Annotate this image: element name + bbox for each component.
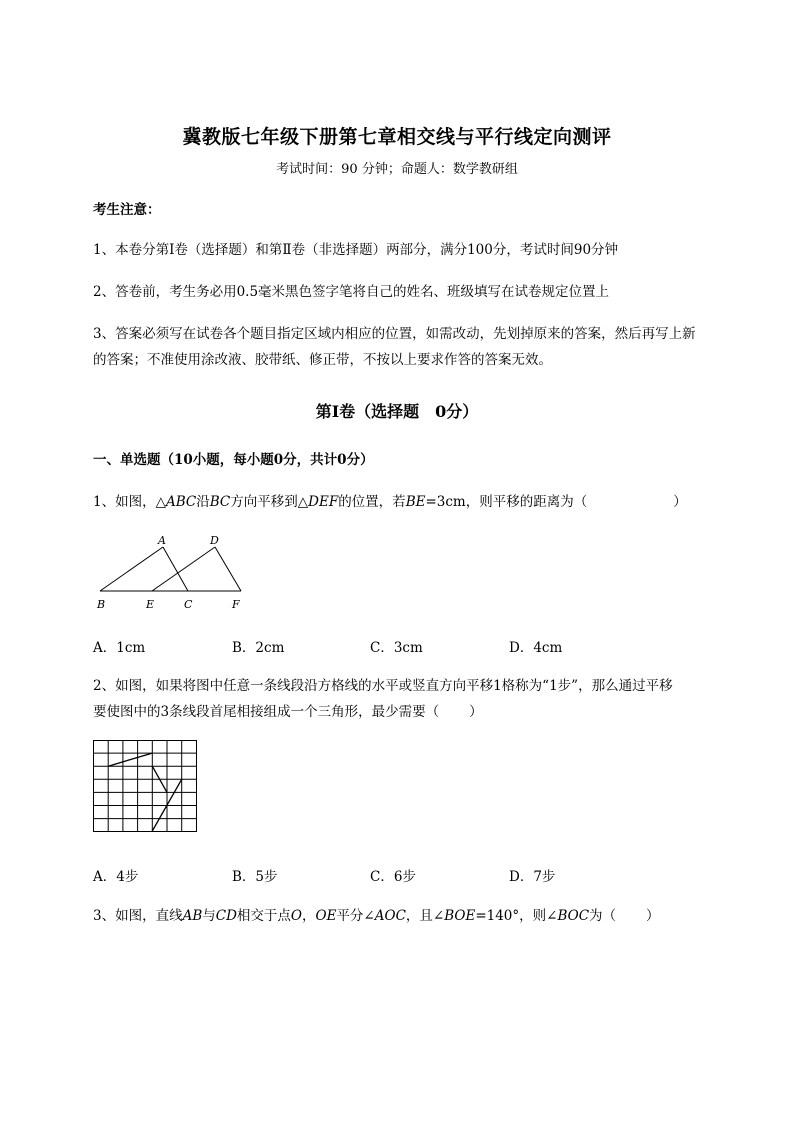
question-2-option-d[interactable]: D．7步 [509, 869, 556, 885]
label-b: B [97, 598, 106, 611]
segment-df [215, 547, 241, 591]
notice-item-1: 1、本卷分第I卷（选择题）和第Ⅱ卷（非选择题）两部分，满分100分，考试时间90分钟 [93, 242, 619, 258]
question-2-text-line2: 要使图中的3条线段首尾相接组成一个三角形，最少需要（ ） [93, 704, 483, 720]
question-2-grid-figure [93, 740, 199, 834]
label-f: F [232, 598, 240, 611]
exam-subtitle: 考试时间：90 分钟；命题人：数学教研组 [276, 162, 518, 177]
grid-lines [93, 740, 197, 832]
section-title: 第I卷（选择题 0分） [315, 402, 479, 421]
segment-ba [100, 547, 163, 591]
notice-item-3: 3、答案必须写在试卷各个题目指定区域内相应的位置，如需改动，先划掉原来的答案，然后再写上新 [93, 326, 696, 342]
question-2-option-b[interactable]: B．5步 [232, 869, 278, 885]
notice-item-3-continued: 的答案；不准使用涂改液、胶带纸、修正带，不按以上要求作答的答案无效。 [93, 352, 552, 368]
segment-ed [152, 547, 215, 591]
question-2-option-c[interactable]: C．6步 [370, 869, 416, 885]
part-heading: 一、单选题（10小题，每小题0分，共计0分） [93, 452, 374, 468]
question-1-text: 1、如图，△ABC沿BC方向平移到△DEF的位置，若BE=3cm，则平移的距离为（ ） [93, 494, 687, 510]
grid-segment-1 [108, 753, 152, 766]
question-3-text: 3、如图，直线AB与CD相交于点O，OE平分∠AOC，且∠BOE=140°，则∠BOC为（ ） [93, 908, 660, 924]
label-e: E [146, 598, 155, 611]
label-a: A [158, 534, 166, 547]
question-1-option-c[interactable]: C．3cm [370, 640, 423, 656]
question-1-option-b[interactable]: B．2cm [232, 640, 285, 656]
notice-heading: 考生注意： [93, 202, 161, 218]
notice-item-2: 2、答卷前，考生务必用0.5毫米黑色签字笔将自己的姓名、班级填写在试卷规定位置上 [93, 284, 610, 300]
label-c: C [184, 598, 193, 611]
question-1-figure [90, 530, 260, 612]
question-1-option-a[interactable]: A．1cm [93, 640, 146, 656]
question-2-text-line1: 2、如图，如果将图中任意一条线段沿方格线的水平或竖直方向平移1格称为“1步”，那么通过平移 [93, 678, 673, 694]
exam-title: 冀教版七年级下册第七章相交线与平行线定向测评 [182, 126, 612, 148]
label-d: D [210, 534, 219, 547]
question-2-option-a[interactable]: A．4步 [93, 869, 139, 885]
question-1-option-d[interactable]: D．4cm [509, 640, 563, 656]
